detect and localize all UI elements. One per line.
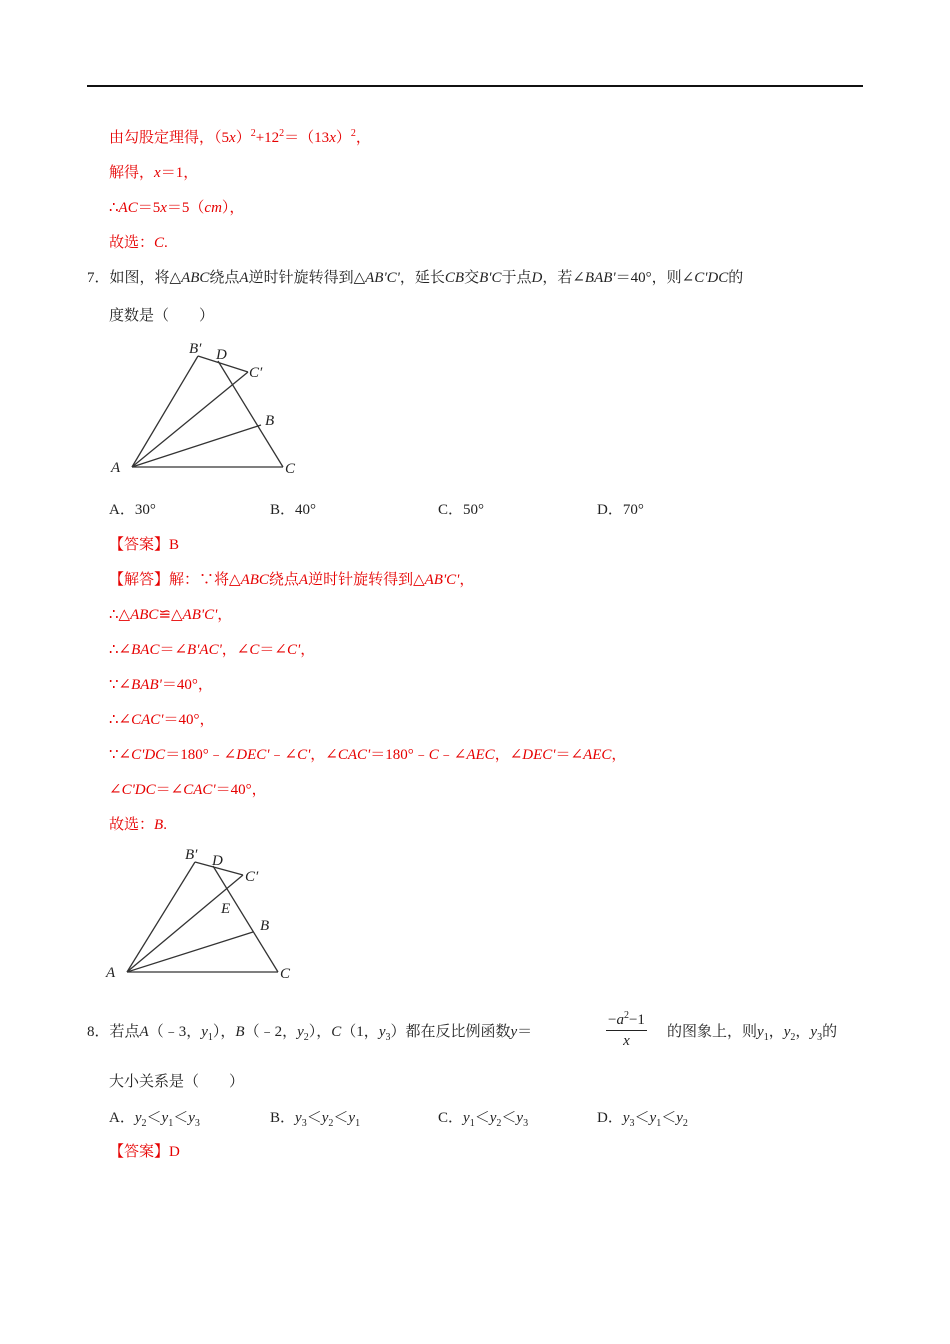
q7-option-d: D．70° <box>597 502 644 518</box>
q8-answer: 【答案】D <box>109 1144 180 1160</box>
q7-answer: 【答案】B <box>109 537 180 553</box>
seg-AB <box>132 425 261 467</box>
q7-option-c: C．50° <box>438 502 485 518</box>
q7-stem-line1: 7．如图，将△ABC绕点A逆时针旋转得到△AB'C'，延长CB交B'C于点D，若∠BAB'＝40°，则∠C'DC的 <box>87 270 744 286</box>
q7-sol-line4: ∵∠BAB'＝40°， <box>109 677 213 693</box>
label-A: A <box>111 460 121 476</box>
q7-sol-line7: ∠C'DC＝∠CAC'＝40°， <box>109 782 267 798</box>
label-B: B <box>265 413 275 429</box>
q7-sol-line8: 故选：B. <box>109 817 167 833</box>
seg2-AB1 <box>127 862 195 972</box>
q7-sol-line3: ∴∠BAC＝∠B'AC'，∠C＝∠C'， <box>109 642 316 658</box>
seg2-AC1 <box>127 875 243 972</box>
label2-B1: B′ <box>185 847 198 863</box>
q7-option-b: B．40° <box>270 502 317 518</box>
label2-D: D <box>212 853 223 869</box>
q8-option-c: C．$y_1<y_2<y_3$ <box>438 1110 529 1129</box>
q8-option-a: A．$y_2<y_1<y_3$ <box>109 1110 200 1129</box>
label2-A: A <box>106 965 116 981</box>
q8-fraction: $\frac{-a^2-1}{x}$ <box>608 1010 645 1049</box>
q7-sol-line2: ∴△ABC≌△AB'C'， <box>109 607 233 623</box>
label2-C1: C′ <box>245 869 259 885</box>
label-C1: C′ <box>249 365 263 381</box>
label2-E: E <box>221 901 231 917</box>
q8-stem-line1-right: 的图象上，则$y_1$，$y_2$，$y_3$的 <box>667 1024 838 1043</box>
q8-stem-line1-left: 8．若点A（﹣3，$y_1$），B（﹣2，$y_2$），C（1，$y_3$）都在反比例函数y＝ <box>87 1024 533 1043</box>
sol6-line1: 由勾股定理得，$(5x)^2+12^2=(13x)^2$， <box>109 128 371 146</box>
q7-figure <box>105 335 315 480</box>
seg2-AB <box>127 932 253 972</box>
sol6-line4: 故选：C. <box>109 235 168 251</box>
sol6-line3: ∴AC＝5x＝5（cm）， <box>109 200 245 216</box>
q8-stem-line2: 大小关系是（ ） <box>109 1074 245 1090</box>
sol6-line2: 解得，x＝1， <box>109 165 199 181</box>
seg-AC1 <box>132 372 248 467</box>
header-rule <box>87 85 863 87</box>
q7-solution-figure <box>100 840 315 985</box>
q8-option-b: B．$y_3<y_2<y_1$ <box>270 1110 361 1129</box>
label2-C: C <box>280 966 291 982</box>
q7-sol-line1: 【解答】解：∵将△ABC绕点A逆时针旋转得到△AB'C'， <box>109 572 475 588</box>
label-D: D <box>216 347 227 363</box>
label2-B: B <box>260 918 270 934</box>
seg-AB1 <box>132 356 198 467</box>
q7-stem-line2: 度数是（ ） <box>109 308 215 324</box>
q7-sol-line5: ∴∠CAC'＝40°， <box>109 712 215 728</box>
q7-option-a: A．30° <box>109 502 156 518</box>
label-C: C <box>285 461 296 477</box>
label-B1: B′ <box>189 341 202 357</box>
q7-sol-line6: ∵∠C'DC＝180°﹣∠DEC'﹣∠C'，∠CAC'＝180°﹣C﹣∠AEC，∠DEC'＝∠AEC， <box>109 747 627 763</box>
q8-option-d: D．$y_3<y_1<y_2$ <box>597 1110 688 1129</box>
